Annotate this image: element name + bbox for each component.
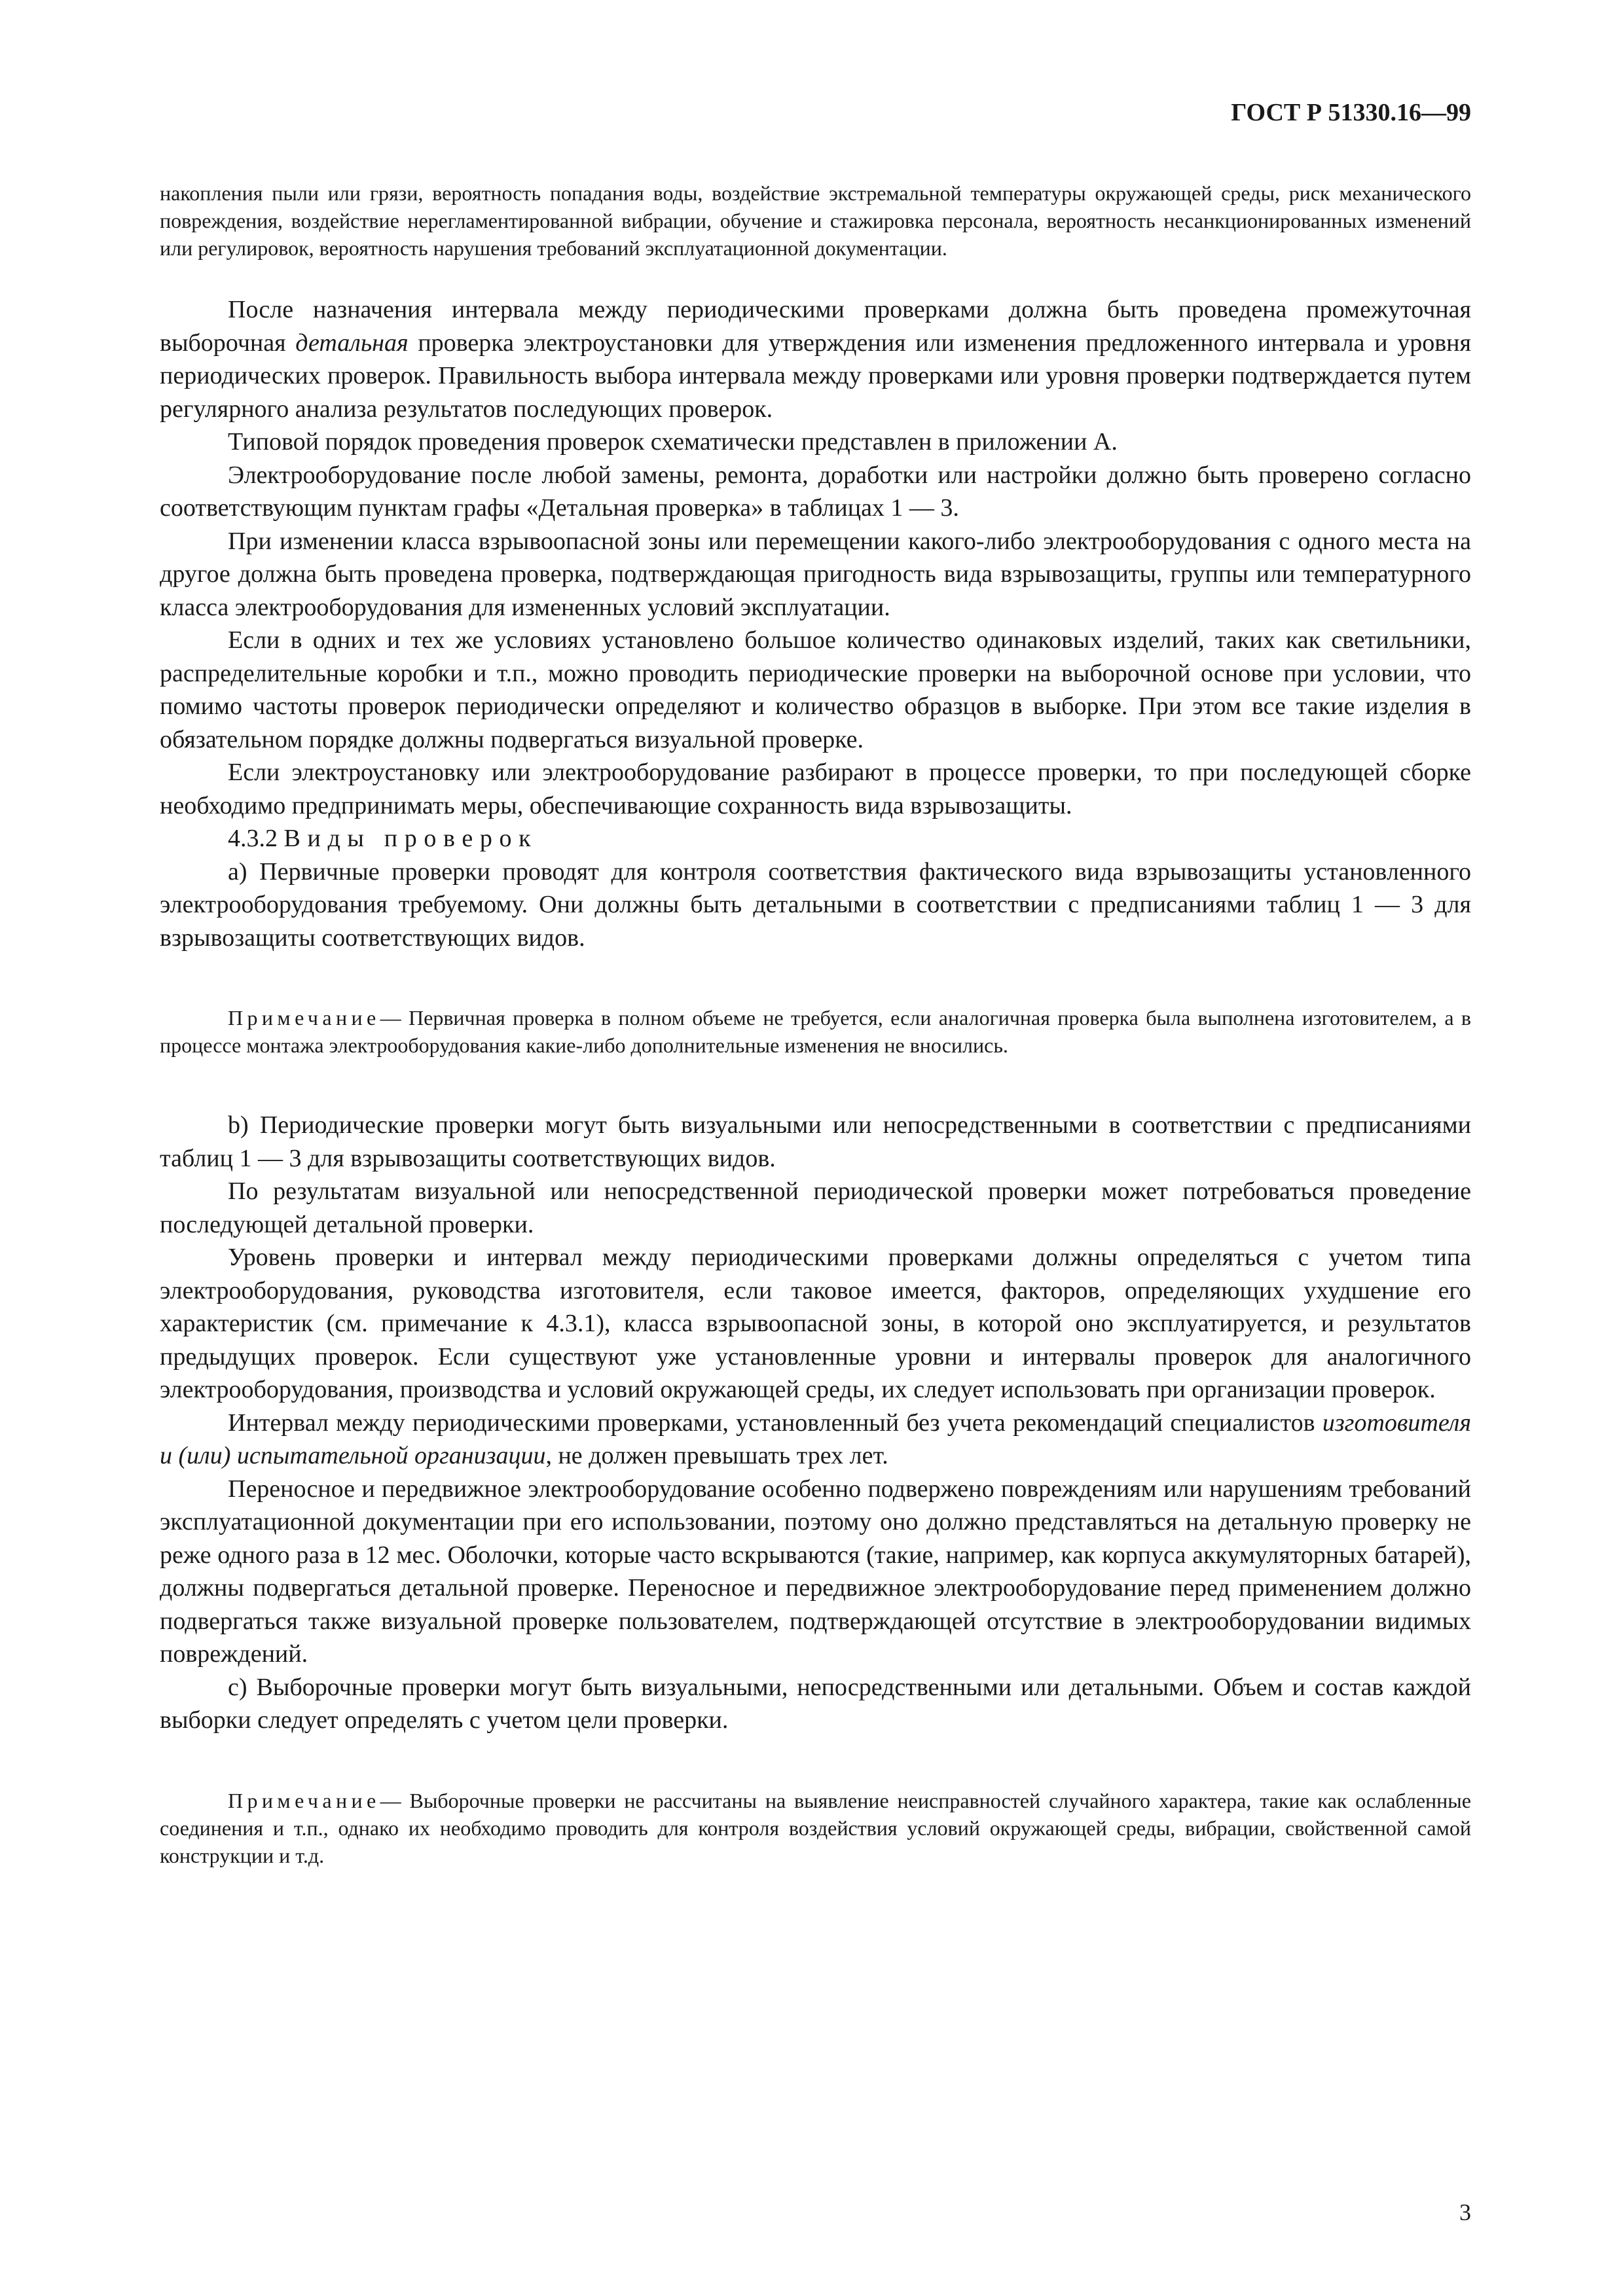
paragraph-zone-change: При изменении класса взрывоопасной зоны или перемещении какого-либо электрооборудования с одного места на другое должна быть проведена проверка, подтверждающая пригодность вида взрывозащиты, группы или температурного класса электрооборудования для измененных условий эксплуатации.: [160, 527, 1471, 621]
paragraph-sample-checks: с) Выборочные проверки могут быть визуальными, непосредственными или детальными. Объем и состав каждой выборки следует определять с учетом цели проверки.: [160, 1673, 1471, 1734]
document-page: [160, 98, 1471, 2225]
paragraph-appendix-ref: Типовой порядок проведения проверок схематически представлен в приложении А.: [228, 428, 1118, 456]
paragraph-periodic-checks: b) Периодические проверки могут быть визуальными или непосредственными в соответствии с предписаниями таблиц 1 — 3 для взрывозащиты соответствующих видов.: [160, 1111, 1471, 1172]
emphasis-detailed: детальная: [295, 329, 409, 357]
page-number: 3: [1459, 2199, 1471, 2225]
paragraph-portable-equipment: Переносное и передвижное электрооборудование особенно подвержено повреждениям или нарушениям требований эксплуатационной документации при его использовании, поэтому оно должно представляться на детальную проверку не реже одного раза в 12 мес. Оболочки, которые часто вскрываются (такие, например, как корпуса аккумуляторных батарей), должны подвергаться детальной проверке. Переносное и передвижное электрооборудование перед применением должно подвергаться также визуальной проверке пользователем, подтверждающей отсутствие в электрооборудовании видимых повреждений.: [160, 1475, 1471, 1668]
note-label: Примечание: [228, 1006, 380, 1030]
continued-paragraph: накопления пыли или грязи, вероятность попадания воды, воздействие экстремальной температуры окружающей среды, риск механического повреждения, воздействие нерегламентированной вибрации, обучение и стажировка персонала, вероятность несанкционированных изменений или регулировок, вероятность нарушения требований эксплуатационной документации.: [160, 181, 1471, 260]
paragraph-max-interval: Интервал между периодическими проверками, установленный без учета рекомендаций специалистов изготовителя и (или) испытательной организации, не должен превышать трех лет.: [160, 1408, 1471, 1469]
paragraph-primary-checks: а) Первичные проверки проводят для контроля соответствия фактического вида взрывозащиты установленного электрооборудования требуемому. Они должны быть детальными в соответствии с предписаниями таблиц 1 — 3 для взрывозащиты соответствующих видов.: [160, 857, 1471, 952]
paragraph-disassembly: Если электроустановку или электрооборудование разбирают в процессе проверки, то при последующей сборке необходимо предпринимать меры, обеспечивающие сохранность вида взрывозащиты.: [160, 759, 1471, 819]
paragraph-after-repair: Электрооборудование после любой замены, ремонта, доработки или настройки должно быть проверено согласно соответствующим пунктам графы «Детальная проверка» в таблицах 1 — 3.: [160, 461, 1471, 522]
emphasis-manufacturer: изготовителя и (или) испытательной организации: [160, 1408, 1471, 1469]
note-text: — Выборочные проверки не рассчитаны на выявление неисправностей случайного характера, такие как ослабленные соединения и т.п., однако их необходимо проводить для контроля воздействия условий окружающей среды, вибрации, свойственной самой конструкции и т.д.: [160, 1788, 1471, 1867]
section-number: 4.3.2: [228, 825, 278, 852]
document-header: ГОСТ Р 51330.16—99: [1231, 99, 1471, 126]
paragraph-interval-check: После назначения интервала между периодическими проверками должна быть проведена промежуточная выборочная детальная проверка электроустановки для утверждения или изменения предложенного интервала и уровня периодических проверок. Правильность выбора интервала между проверками или уровня проверки подтверждается путем регулярного анализа результатов последующих проверок.: [160, 296, 1471, 423]
paragraph-periodic-results: По результатам визуальной или непосредственной периодической проверки может потребоваться проведение последующей детальной проверки.: [160, 1177, 1471, 1238]
note-sample: [160, 1787, 1471, 1869]
paragraph-sampling: Если в одних и тех же условиях установлено большое количество одинаковых изделий, таких как светильники, распределительные коробки и т.п., можно проводить периодические проверки на выборочной основе при условии, что помимо частоты проверок периодически определяют и количество образцов в выборке. При этом все такие изделия в обязательном порядке должны подвергаться визуальной проверке.: [160, 626, 1471, 753]
paragraph-check-level: Уровень проверки и интервал между периодическими проверками должны определяться с учетом типа электрооборудования, руководства изготовителя, если таковое имеется, факторов, определяющих ухудшение его характеристик (см. примечание к 4.3.1), класса взрывоопасной зоны, в которой оно эксплуатируется, и результатов предыдущих проверок. Если существуют уже установленные уровни и интервалы проверок для аналогичного электрооборудования, производства и условий окружающей среды, их следует использовать при организации проверок.: [160, 1244, 1471, 1403]
note-text: — Первичная проверка в полном объеме не требуется, если аналогичная проверка была выполнена изготовителем, а в процессе монтажа электрооборудования какие-либо дополнительные изменения не вносились.: [160, 1006, 1471, 1057]
section-title: Виды проверок: [283, 825, 538, 852]
section-heading: [160, 822, 1471, 855]
note-primary: [160, 1004, 1471, 1059]
note-label: Примечание: [228, 1788, 380, 1812]
